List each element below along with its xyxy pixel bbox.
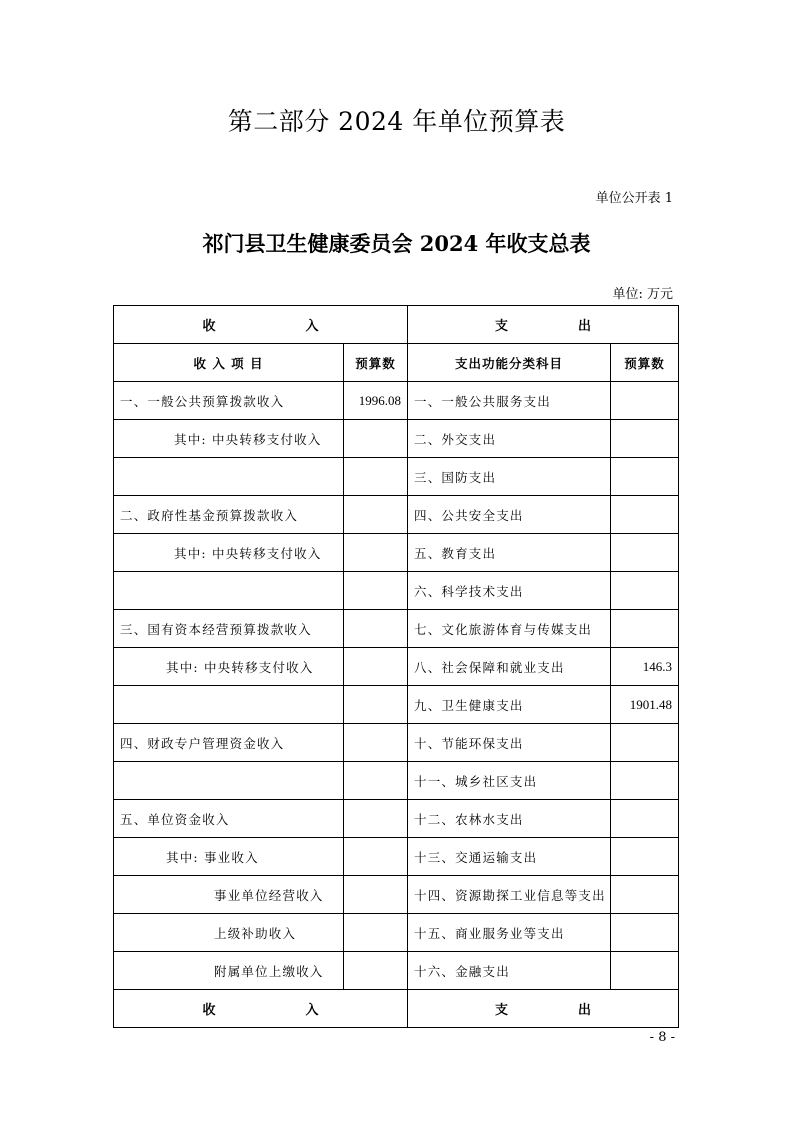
table-row (114, 838, 679, 876)
income-item (114, 572, 344, 610)
expense-item: 二、外交支出 (408, 420, 611, 458)
expense-amount (611, 952, 679, 990)
table-title: 祁门县卫生健康委员会 2024 年收支总表 (202, 231, 591, 256)
income-item: 一、一般公共预算拨款收入 (114, 382, 344, 420)
budget-summary-table (113, 305, 679, 1028)
income-footer-char-1: 收 (202, 1003, 216, 1018)
income-amount: 1996.08 (344, 382, 408, 420)
table-row (114, 534, 679, 572)
expense-amount (611, 496, 679, 534)
expense-item: 十六、金融支出 (408, 952, 611, 990)
table-row (114, 420, 679, 458)
part-title: 第二部分 2024 年单位预算表 (227, 107, 566, 136)
table-row (114, 724, 679, 762)
table-footer-row (114, 990, 679, 1028)
income-footer-char-2: 入 (305, 1003, 319, 1018)
income-amount (344, 800, 408, 838)
expense-amount (611, 458, 679, 496)
table-header-row-sub (114, 344, 679, 382)
income-amount (344, 572, 408, 610)
table-row (114, 686, 679, 724)
expense-header (408, 306, 679, 344)
expense-footer-char-2: 出 (578, 1003, 592, 1018)
income-header-char-2: 入 (305, 319, 319, 334)
expense-item: 十三、交通运输支出 (408, 838, 611, 876)
expense-item: 四、公共安全支出 (408, 496, 611, 534)
expense-amount: 1901.48 (611, 686, 679, 724)
income-item: 事业单位经营收入 (114, 876, 344, 914)
table-row (114, 914, 679, 952)
unit-label: 单位: 万元 (612, 287, 673, 302)
income-amount (344, 914, 408, 952)
income-item: 其中: 事业收入 (114, 838, 344, 876)
table-row (114, 458, 679, 496)
expense-item: 九、卫生健康支出 (408, 686, 611, 724)
expense-footer (408, 990, 679, 1028)
table-row (114, 382, 679, 420)
income-item-header: 收 入 项 目 (114, 344, 344, 382)
table-header-row-main (114, 306, 679, 344)
form-number: 单位公开表 1 (595, 191, 673, 206)
income-item: 二、政府性基金预算拨款收入 (114, 496, 344, 534)
income-item: 其中: 中央转移支付收入 (114, 534, 344, 572)
income-item: 附属单位上缴收入 (114, 952, 344, 990)
expense-item: 三、国防支出 (408, 458, 611, 496)
expense-amount (611, 382, 679, 420)
income-amount (344, 876, 408, 914)
expense-footer-char-1: 支 (494, 1003, 508, 1018)
expense-item: 十一、城乡社区支出 (408, 762, 611, 800)
income-item: 四、财政专户管理资金收入 (114, 724, 344, 762)
expense-header-char-2: 出 (578, 319, 592, 334)
income-item: 三、国有资本经营预算拨款收入 (114, 610, 344, 648)
expense-amount (611, 838, 679, 876)
table-row (114, 762, 679, 800)
page-number: - 8 - (649, 1030, 675, 1045)
table-row (114, 800, 679, 838)
income-footer (114, 990, 408, 1028)
income-amount (344, 838, 408, 876)
table-row (114, 496, 679, 534)
income-header (114, 306, 408, 344)
income-amount (344, 534, 408, 572)
expense-item: 五、教育支出 (408, 534, 611, 572)
income-amount (344, 458, 408, 496)
expense-item: 六、科学技术支出 (408, 572, 611, 610)
income-item (114, 458, 344, 496)
income-header-char-1: 收 (202, 319, 216, 334)
income-amount (344, 420, 408, 458)
income-amount (344, 724, 408, 762)
expense-item: 十二、农林水支出 (408, 800, 611, 838)
income-item (114, 686, 344, 724)
income-amount (344, 952, 408, 990)
expense-amount: 146.3 (611, 648, 679, 686)
income-item: 上级补助收入 (114, 914, 344, 952)
expense-amount (611, 800, 679, 838)
expense-item: 八、社会保障和就业支出 (408, 648, 611, 686)
income-amount (344, 762, 408, 800)
income-amount (344, 496, 408, 534)
table-row (114, 648, 679, 686)
expense-amount (611, 914, 679, 952)
expense-amount-header: 预算数 (611, 344, 679, 382)
expense-item-header: 支出功能分类科目 (408, 344, 611, 382)
income-item (114, 762, 344, 800)
income-item: 其中: 中央转移支付收入 (114, 420, 344, 458)
expense-amount (611, 762, 679, 800)
table-row (114, 610, 679, 648)
income-amount (344, 686, 408, 724)
expense-item: 七、文化旅游体育与传媒支出 (408, 610, 611, 648)
income-item: 其中: 中央转移支付收入 (114, 648, 344, 686)
table-row (114, 572, 679, 610)
expense-amount (611, 572, 679, 610)
income-amount-header: 预算数 (344, 344, 408, 382)
expense-amount (611, 724, 679, 762)
expense-item: 十五、商业服务业等支出 (408, 914, 611, 952)
income-amount (344, 648, 408, 686)
expense-item: 十四、资源勘探工业信息等支出 (408, 876, 611, 914)
income-item: 五、单位资金收入 (114, 800, 344, 838)
table-row (114, 952, 679, 990)
expense-item: 十、节能环保支出 (408, 724, 611, 762)
expense-header-char-1: 支 (494, 319, 508, 334)
expense-amount (611, 876, 679, 914)
income-amount (344, 610, 408, 648)
expense-amount (611, 420, 679, 458)
expense-amount (611, 534, 679, 572)
expense-item: 一、一般公共服务支出 (408, 382, 611, 420)
expense-amount (611, 610, 679, 648)
table-row (114, 876, 679, 914)
